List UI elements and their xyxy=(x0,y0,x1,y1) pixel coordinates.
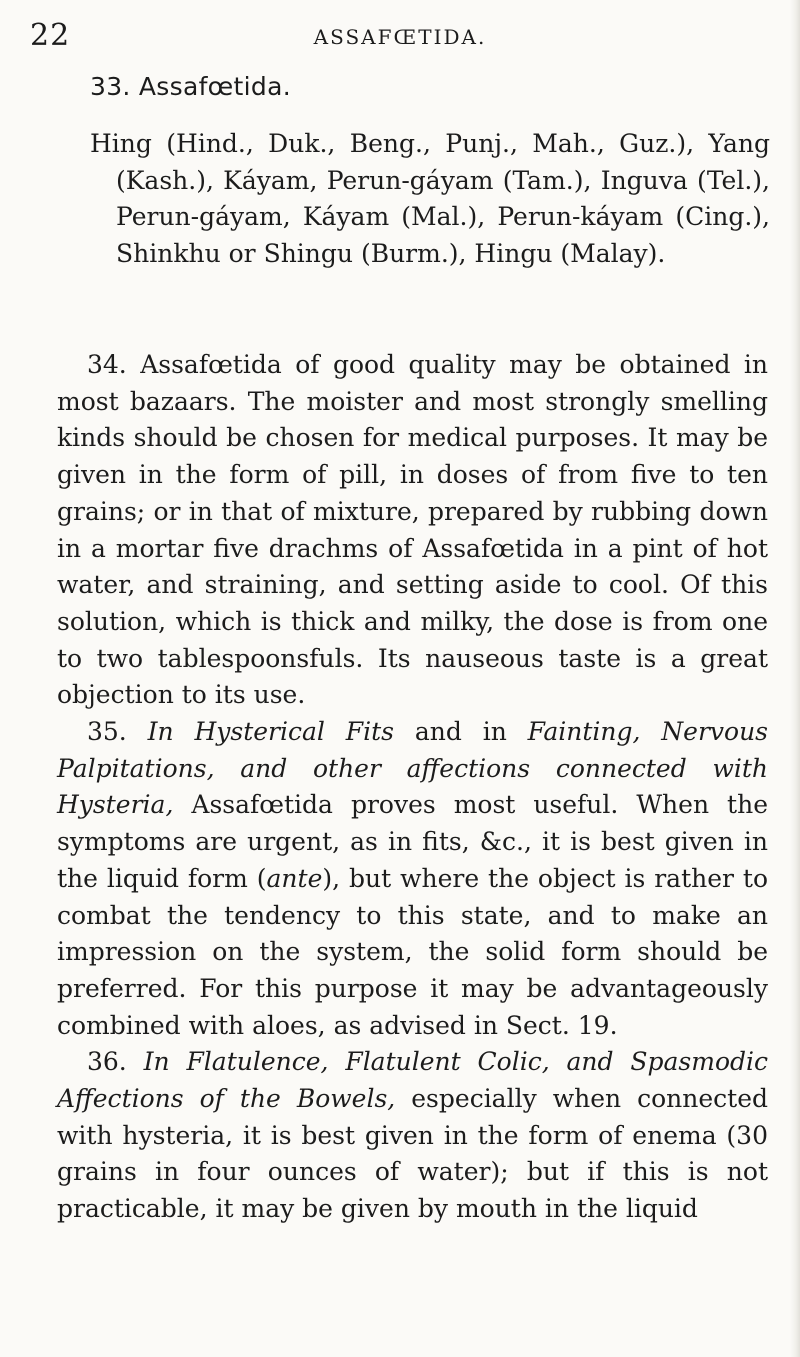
page-number: 22 xyxy=(30,18,71,53)
page-header xyxy=(30,18,770,58)
section-title: 33. Assafœtida. xyxy=(90,72,291,101)
paragraph-35-text-2: ), but where the object is rather to combat the tendency to this state, and to make an impression on the system, the solid form should be preferred. For this purpose it may be advantageously combined with aloes, as advised in Sect. 19. xyxy=(57,863,768,1040)
vernacular-names xyxy=(90,126,770,273)
paragraph-35-ante: ante xyxy=(266,863,323,893)
paragraph-36-heading: In Flatulence, Flatulent Colic, and Spasmodic Affections of the Bowels, xyxy=(57,1047,768,1114)
body-text xyxy=(57,347,768,1228)
paragraph-36-text: especially when connected with hysteria, it is best given in the form of enema (30 grains in four ounces of water); but if this is not practicable, it may be given by mouth in the liquid xyxy=(57,1084,769,1224)
paragraph-35-heading-2: Fainting, Nervous Palpitations, and other affections connected with Hysteria, xyxy=(57,717,768,820)
paragraph-35-text: Assafœtida proves most useful. When the symptoms are urgent, as in fits, &c., it is best given in the liquid form ( xyxy=(57,790,768,893)
paragraph-36-number: 36. xyxy=(87,1047,127,1077)
page-edge-shadow xyxy=(790,0,800,1357)
paragraph-34: 34. Assafœtida of good quality may be obtained in most bazaars. The moister and most strongly smelling kinds should be chosen for medical purposes. It may be given in the form of pill, in doses of from five to ten grains; or in that of mixture, prepared by rubbing down in a mortar five drachms of Assafœtida in a pint of hot water, and straining, and setting aside to cool. Of this solution, which is thick and milky, the dose is from one to two tablespoonsfuls. Its nauseous taste is a great objection to its use. xyxy=(57,350,768,710)
paragraph-35-and: and in xyxy=(414,717,507,747)
paragraph-36 xyxy=(57,1044,768,1228)
paragraph-35-number: 35. xyxy=(87,717,127,747)
paragraph-35 xyxy=(57,714,768,1044)
vernacular-names-text: Hing (Hind., Duk., Beng., Punj., Mah., Guz.), Yang (Kash.), Káyam, Perun-gáyam (Tam.), Inguva (Tel.), Perun-gáyam, Káyam (Mal.), Perun-káyam (Cing.), Shinkhu or Shingu (Burm.), Hingu (Malay). xyxy=(90,129,770,269)
running-head: ASSAFŒTIDA. xyxy=(313,25,487,49)
paragraph-35-heading: In Hysterical Fits xyxy=(147,717,394,747)
